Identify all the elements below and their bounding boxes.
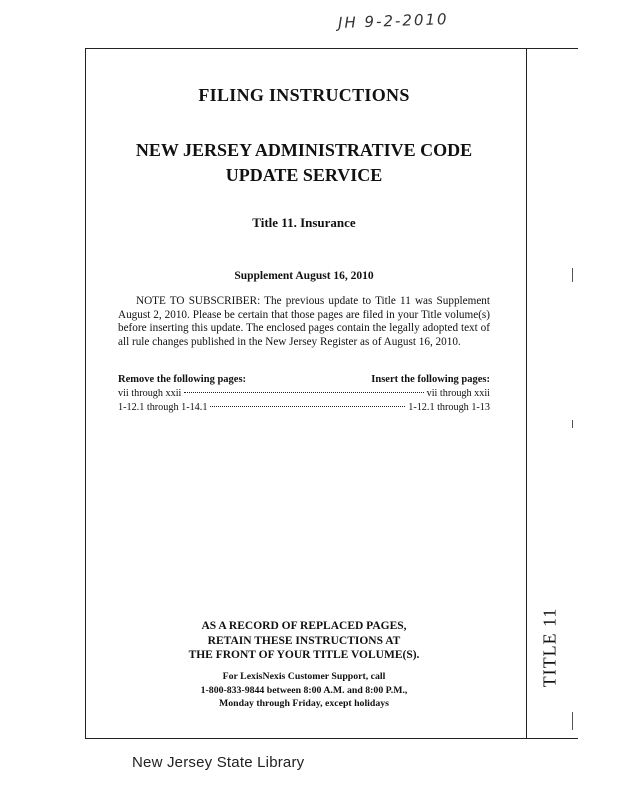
record-notice-line: THE FRONT OF YOUR TITLE VOLUME(S). xyxy=(188,649,420,661)
page-frame-left xyxy=(85,48,86,738)
customer-support-info xyxy=(118,670,490,711)
filing-instructions-title: FILING INSTRUCTIONS xyxy=(198,85,410,105)
pages-table-header xyxy=(118,374,490,385)
page-frame-top xyxy=(85,48,578,49)
table-row xyxy=(118,402,490,413)
insert-pages-cell: vii through xxii xyxy=(426,388,490,399)
support-line: For LexisNexis Customer Support, call xyxy=(222,671,386,682)
support-line: Monday through Friday, except holidays xyxy=(219,698,389,709)
remove-pages-cell: 1-12.1 through 1-14.1 xyxy=(118,402,208,413)
side-tab-label: TITLE 11 xyxy=(539,607,560,688)
library-stamp: New Jersey State Library xyxy=(132,754,305,771)
subscriber-note: NOTE TO SUBSCRIBER: The previous update to Title 11 was Supplement August 2, 2010. Please be certain that those pages are filed in your Title volume(s) before inserting this update. The enclosed pages contain the legally adopted text of all rule changes published in the New Jersey Register as of August 16, 2010. xyxy=(118,295,490,348)
title-subject: Title 11. Insurance xyxy=(252,215,356,230)
support-line: 1-800-833-9844 between 8:00 A.M. and 8:00 P.M., xyxy=(200,684,408,696)
record-notice xyxy=(118,619,490,663)
insert-pages-cell: 1-12.1 through 1-13 xyxy=(408,402,490,413)
code-title xyxy=(118,138,490,188)
side-tab-divider xyxy=(526,48,527,738)
document-body xyxy=(118,84,490,709)
remove-pages-cell: vii through xxii xyxy=(118,388,182,399)
handwritten-initials-date: JH 9-2-2010 xyxy=(337,10,449,32)
record-notice-line: AS A RECORD OF REPLACED PAGES, xyxy=(201,620,407,632)
record-notice-line: RETAIN THESE INSTRUCTIONS AT xyxy=(207,634,401,647)
remove-pages-header: Remove the following pages: xyxy=(118,374,247,385)
edge-mark xyxy=(572,712,573,730)
table-row xyxy=(118,388,490,399)
leader-dots xyxy=(184,392,423,393)
insert-pages-header: Insert the following pages: xyxy=(371,374,490,385)
code-title-line: UPDATE SERVICE xyxy=(225,165,383,185)
page-frame-bottom xyxy=(85,738,578,739)
leader-dots xyxy=(210,406,405,407)
supplement-date: Supplement August 16, 2010 xyxy=(234,270,374,282)
side-tab xyxy=(535,600,565,695)
edge-mark xyxy=(572,268,573,282)
edge-mark xyxy=(572,420,573,428)
code-title-line: NEW JERSEY ADMINISTRATIVE CODE xyxy=(135,140,473,160)
